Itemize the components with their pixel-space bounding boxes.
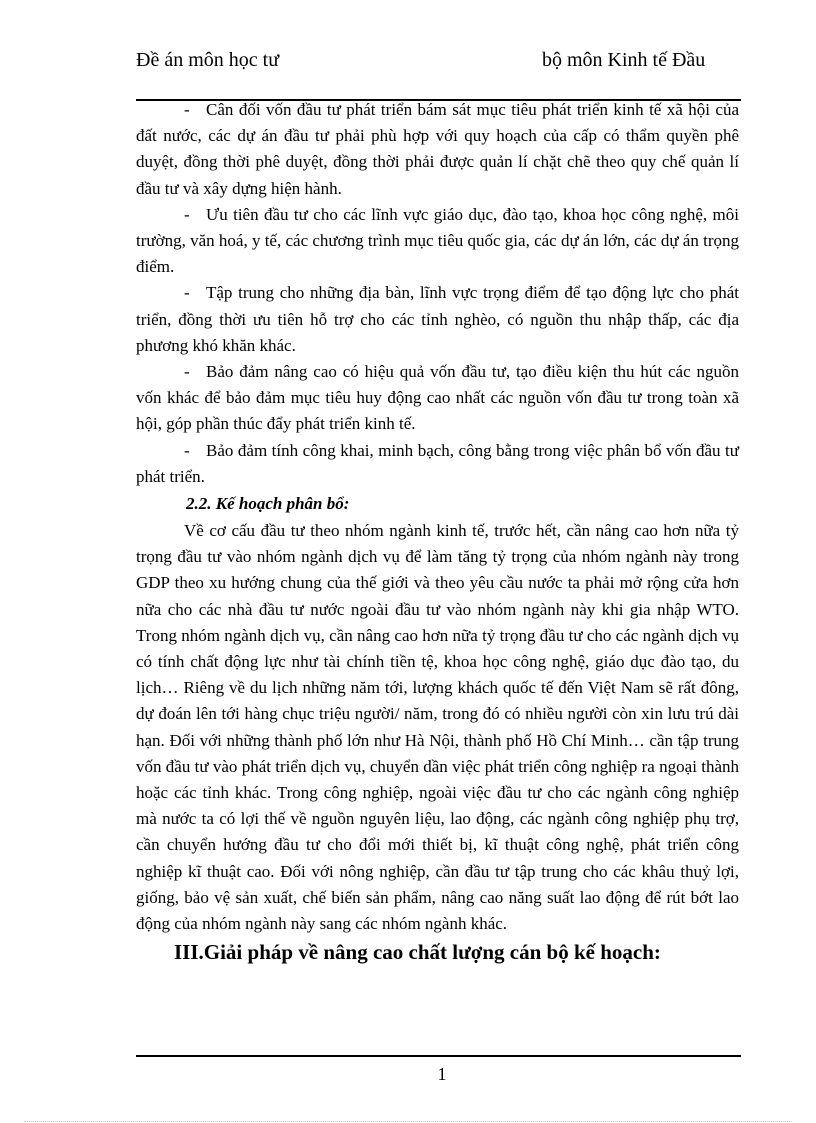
header-department: bộ môn Kinh tế Đầu	[542, 49, 706, 71]
body-paragraph: Về cơ cấu đầu tư theo nhóm ngành kinh tế, trước hết, cần nâng cao hơn nữa tỷ trọng đầu tư vào nhóm ngành dịch vụ để làm tăng tỷ trọng của nhóm ngành này trong GDP theo xu hướng chung của thế giới và theo yêu cầu nước ta phải mở rộng cửa hơn nữa cho các nhà đầu tư nước ngoài đầu tư vào nhóm ngành này khi gia nhập WTO. Trong nhóm ngành dịch vụ, cần nâng cao hơn nữa tỷ trọng đầu tư cho các ngành dịch vụ có tính chất động lực như tài chính tiền tệ, khoa học công nghệ, giáo dục đào tạo, du lịch… Riêng về du lịch những năm tới, lượng khách quốc tế đến Việt Nam sẽ rất đông, dự đoán lên tới hàng chục triệu người/ năm, trong đó có nhiều người còn xin lưu trú dài hạn. Đối với những thành phố lớn như Hà Nội, thành phố Hồ Chí Minh… cần tập trung vốn đầu tư vào phát triển dịch vụ, chuyển dần việc phát triển công nghiệp ra ngoại thành hoặc các tỉnh khác. Trong công nghiệp, ngoài việc đầu tư cho các ngành công nghiệp mà nước ta có lợi thế về nguồn nguyên liệu, lao động, các ngành công nghiệp phụ trợ, cần chuyển hướng đầu tư cho đổi mới thiết bị, kĩ thuật công nghệ, phát triển công nghiệp kĩ thuật cao. Đối với nông nghiệp, cần đầu tư tập trung cho các khâu thuỷ lợi, giống, bảo vệ sản xuất, chế biến sản phẩm, nâng cao năng suất lao động để rút bớt lao động của nhóm ngành này sang các nhóm ngành khác.	[136, 521, 739, 934]
bullet-text: Cân đối vốn đầu tư phát triển bám sát mục tiêu phát triển kinh tế xã hội của đất nước, các dự án đầu tư phải phù hợp với quy hoạch của cấp có thẩm quyền phê duyệt, đồng thời phê duyệt, đồng thời phải được quản lí chặt chẽ theo quy chế quản lí đầu tư và xây dựng hiện hành.	[136, 100, 739, 198]
bullet-text: Ưu tiên đầu tư cho các lĩnh vực giáo dục, đào tạo, khoa học công nghệ, môi trường, văn hoá, y tế, các chương trình mục tiêu quốc gia, các dự án lớn, các dự án trọng điểm.	[136, 204, 739, 277]
bullet-text: Bảo đảm nâng cao có hiệu quả vốn đầu tư, tạo điều kiện thu hút các nguồn vốn khác để bảo đảm mục tiêu huy động cao nhất các nguồn vốn đầu tư trong toàn xã hội, góp phần thúc đẩy phát triển kinh tế.	[136, 362, 739, 434]
footer-divider	[136, 1055, 741, 1057]
page-edge-divider	[24, 1121, 792, 1122]
page-number: 1	[437, 1064, 447, 1084]
bullet-marker: -	[184, 362, 190, 382]
bullet-marker: -	[184, 100, 190, 119]
bullet-paragraph	[136, 438, 739, 490]
bullet-marker: -	[184, 440, 190, 460]
bullet-marker: -	[184, 283, 190, 303]
section-heading: III.Giải pháp về nâng cao chất lượng cán bộ kế hoạch:	[174, 940, 661, 965]
bullet-paragraph	[136, 359, 739, 438]
bullet-paragraph	[136, 97, 739, 202]
bullet-paragraph	[136, 280, 739, 359]
bullet-marker: -	[184, 204, 190, 224]
document-body	[136, 97, 739, 967]
bullet-text: Bảo đảm tính công khai, minh bạch, công bằng trong việc phân bổ vốn đầu tư phát triển.	[136, 440, 739, 486]
header-course-title: Đề án môn học tư	[136, 49, 280, 71]
subsection-heading: 2.2. Kế hoạch phân bổ:	[186, 494, 350, 514]
bullet-paragraph	[136, 202, 739, 281]
bullet-text: Tập trung cho những địa bàn, lĩnh vực trọng điểm để tạo động lực cho phát triển, đồng thời ưu tiên hỗ trợ cho các tỉnh nghèo, có nguồn thu nhập thấp, các địa phương khó khăn khác.	[136, 283, 739, 355]
